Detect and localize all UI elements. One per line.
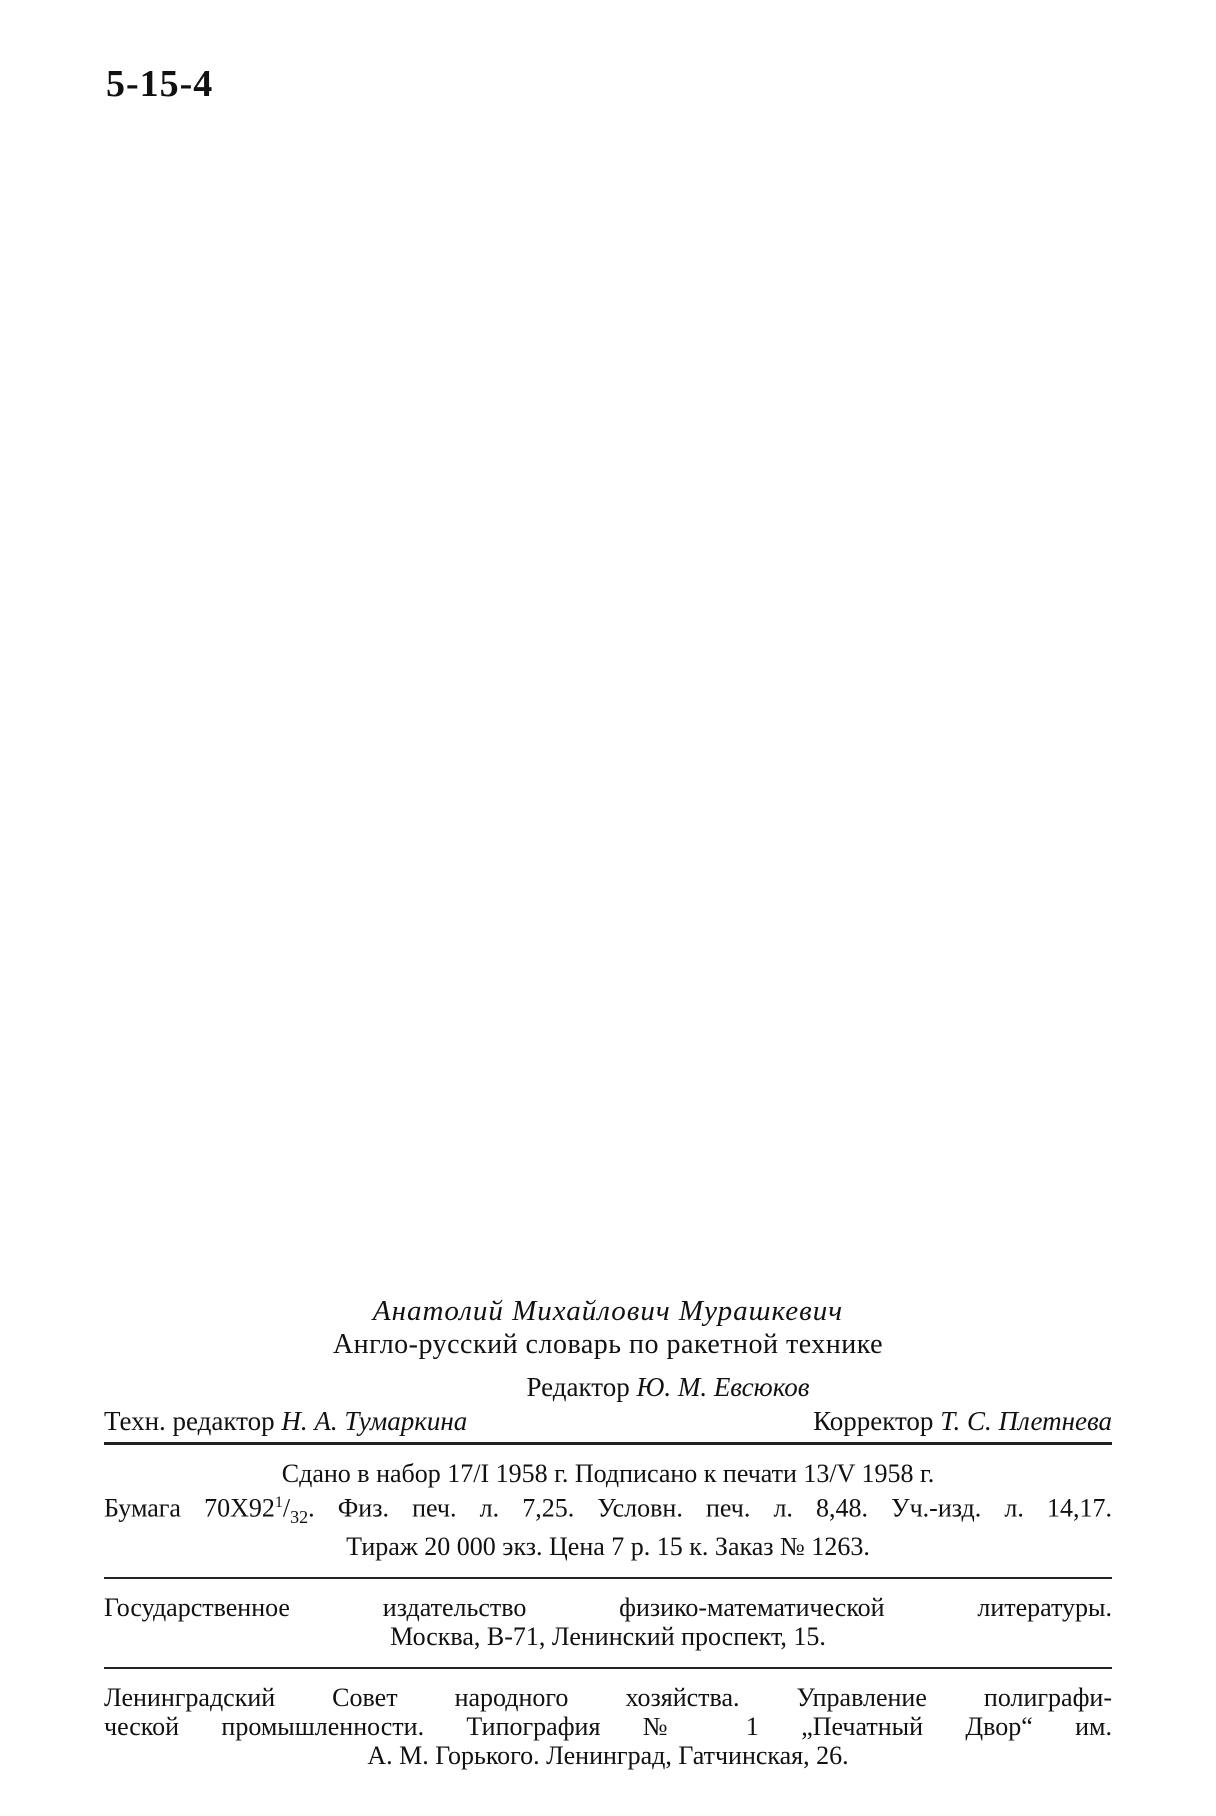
book-title: Англо-русский словарь по ракетной технике xyxy=(332,1329,884,1360)
paper-sup: 1 xyxy=(274,1494,283,1511)
tech-editor-label: Техн. редактор xyxy=(104,1406,275,1436)
paper-sub: 32 xyxy=(290,1506,309,1527)
page-code: 5-15-4 xyxy=(106,63,214,105)
paper-times: X xyxy=(230,1493,249,1523)
paper-slash: / xyxy=(282,1493,291,1523)
print-info-line-3: Тираж 20 000 экз. Цена 7 р. 15 к. Заказ № 1263. xyxy=(346,1531,870,1561)
divider-3 xyxy=(104,1667,1112,1669)
publisher-info xyxy=(104,1593,1112,1651)
paper-label: Бумага 70 xyxy=(104,1493,231,1523)
tech-editor xyxy=(104,1406,467,1436)
paper-rest: . Физ. печ. л. 7,25. Условн. печ. л. 8,48. Уч.-изд. л. 14,17. xyxy=(308,1493,1112,1523)
editor-line xyxy=(104,1372,1112,1402)
divider-2 xyxy=(104,1577,1112,1579)
publisher-line-2: Москва, В-71, Ленинский проспект, 15. xyxy=(390,1621,826,1651)
editor-label: Редактор xyxy=(526,1372,630,1402)
print-info-line-2 xyxy=(104,1488,1112,1532)
printer-line-1: Ленинградский Совет народного хозяйства. Управление полиграфи- xyxy=(104,1682,1112,1712)
publisher-line-1: Государственное издательство физико-математической литературы. xyxy=(104,1592,1112,1622)
editor-name: Ю. М. Евсюков xyxy=(636,1372,810,1402)
print-info-line-1: Сдано в набор 17/I 1958 г. Подписано к печати 13/V 1958 г. xyxy=(281,1459,935,1488)
author-name: Анатолий Михайлович Мурашкевич xyxy=(372,1295,844,1327)
proofreader-label: Корректор xyxy=(813,1406,934,1436)
paper-size: 92 xyxy=(248,1493,275,1523)
tech-editor-name: Н. А. Тумаркина xyxy=(281,1406,468,1436)
proofreader xyxy=(813,1406,1112,1436)
proofreader-name: Т. С. Плетнева xyxy=(940,1406,1112,1436)
printer-info xyxy=(104,1683,1112,1770)
divider-1 xyxy=(104,1442,1112,1445)
printer-line-3: А. М. Горького. Ленинград, Гатчинская, 26. xyxy=(367,1740,849,1770)
print-info xyxy=(104,1459,1112,1561)
printer-line-2: ческой промышленности. Типография № 1 „Печатный Двор“ им. xyxy=(104,1711,1112,1741)
staff-row xyxy=(104,1406,1112,1436)
colophon xyxy=(104,1296,1112,1770)
